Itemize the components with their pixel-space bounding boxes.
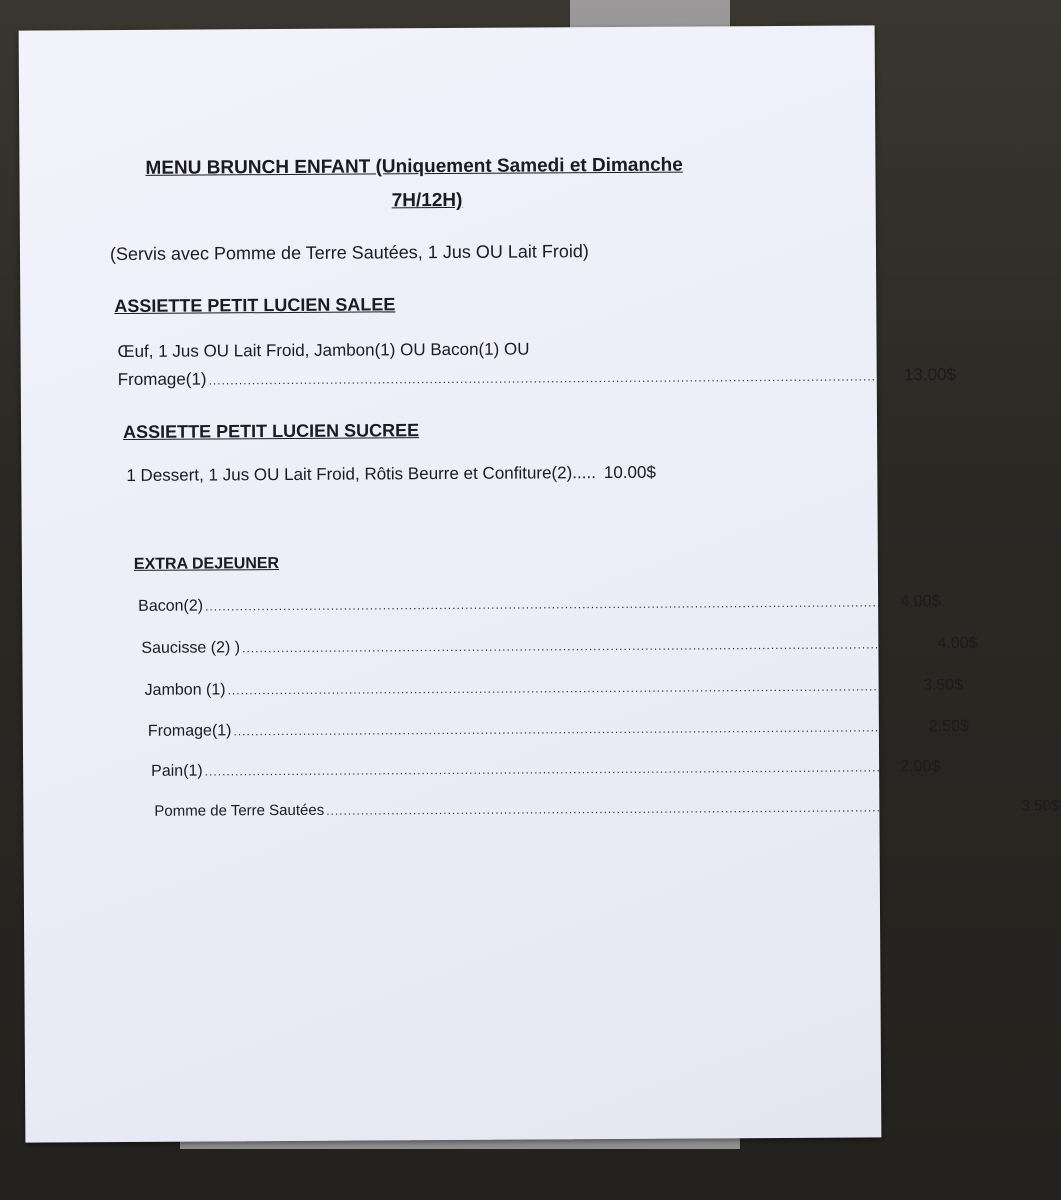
extra-item-label: Pain(1) xyxy=(151,762,203,780)
extra-item xyxy=(151,758,941,781)
extra-item-price: 4.00$ xyxy=(900,593,941,611)
leader-dots: ................................................................................................................................................................ xyxy=(242,637,936,656)
sucree-price: 10.00$ xyxy=(603,462,656,483)
leader-dots: ................................................................................................................................................................ xyxy=(326,799,1020,818)
menu-title: MENU BRUNCH ENFANT (Uniquement Samedi et Dimanche xyxy=(145,154,683,179)
extra-item-label: Bacon(2) xyxy=(138,597,204,615)
leader-dots: ................................................................................................................................................................ xyxy=(205,595,899,614)
extra-item xyxy=(147,717,969,741)
sucree-price-row xyxy=(126,463,656,486)
salee-price-row xyxy=(117,364,957,390)
served-with-note: (Servis avec Pomme de Terre Sautées, 1 Jus OU Lait Froid) xyxy=(109,241,589,265)
leader-dots: ................................................................................................................................................................ xyxy=(208,369,903,388)
extra-item xyxy=(138,593,941,616)
extra-item-label: Saucisse (2) ) xyxy=(141,639,241,657)
extra-item-price: 3.50$ xyxy=(922,676,964,695)
section-heading-salee: ASSIETTE PETIT LUCIEN SALEE xyxy=(114,294,396,317)
salee-description-line2: Fromage(1) xyxy=(117,369,207,390)
menu-sheet xyxy=(19,25,1060,1142)
extra-item xyxy=(154,797,1060,820)
extra-item xyxy=(141,634,978,658)
section-heading-sucree: ASSIETTE PETIT LUCIEN SUCREE xyxy=(123,420,420,442)
extra-item-label: Fromage(1) xyxy=(147,722,232,740)
menu-title-hours: 7H/12H) xyxy=(391,189,463,212)
extra-item-price: 3.50$ xyxy=(1021,797,1060,815)
sucree-description: 1 Dessert, 1 Jus OU Lait Froid, Rôtis Beurre et Confiture(2)..... xyxy=(126,463,596,485)
extra-item xyxy=(144,676,964,700)
extra-item-label: Pomme de Terre Sautées xyxy=(154,801,325,820)
leader-dots: ................................................................................................................................................................ xyxy=(233,720,927,739)
extra-item-price: 2.50$ xyxy=(928,717,969,736)
leader-dots: ................................................................................................................................................................ xyxy=(204,760,899,779)
extra-item-label: Jambon (1) xyxy=(144,681,226,699)
extra-item-price: 4.00$ xyxy=(937,634,978,653)
section-heading-extra: EXTRA DEJEUNER xyxy=(133,555,280,573)
salee-description-line1: Œuf, 1 Jus OU Lait Froid, Jambon(1) OU Bacon(1) OU xyxy=(117,339,530,362)
leader-dots: ................................................................................................................................................................ xyxy=(227,679,922,698)
salee-price: 13.00$ xyxy=(903,364,957,385)
extra-item-price: 2.00$ xyxy=(900,758,941,776)
